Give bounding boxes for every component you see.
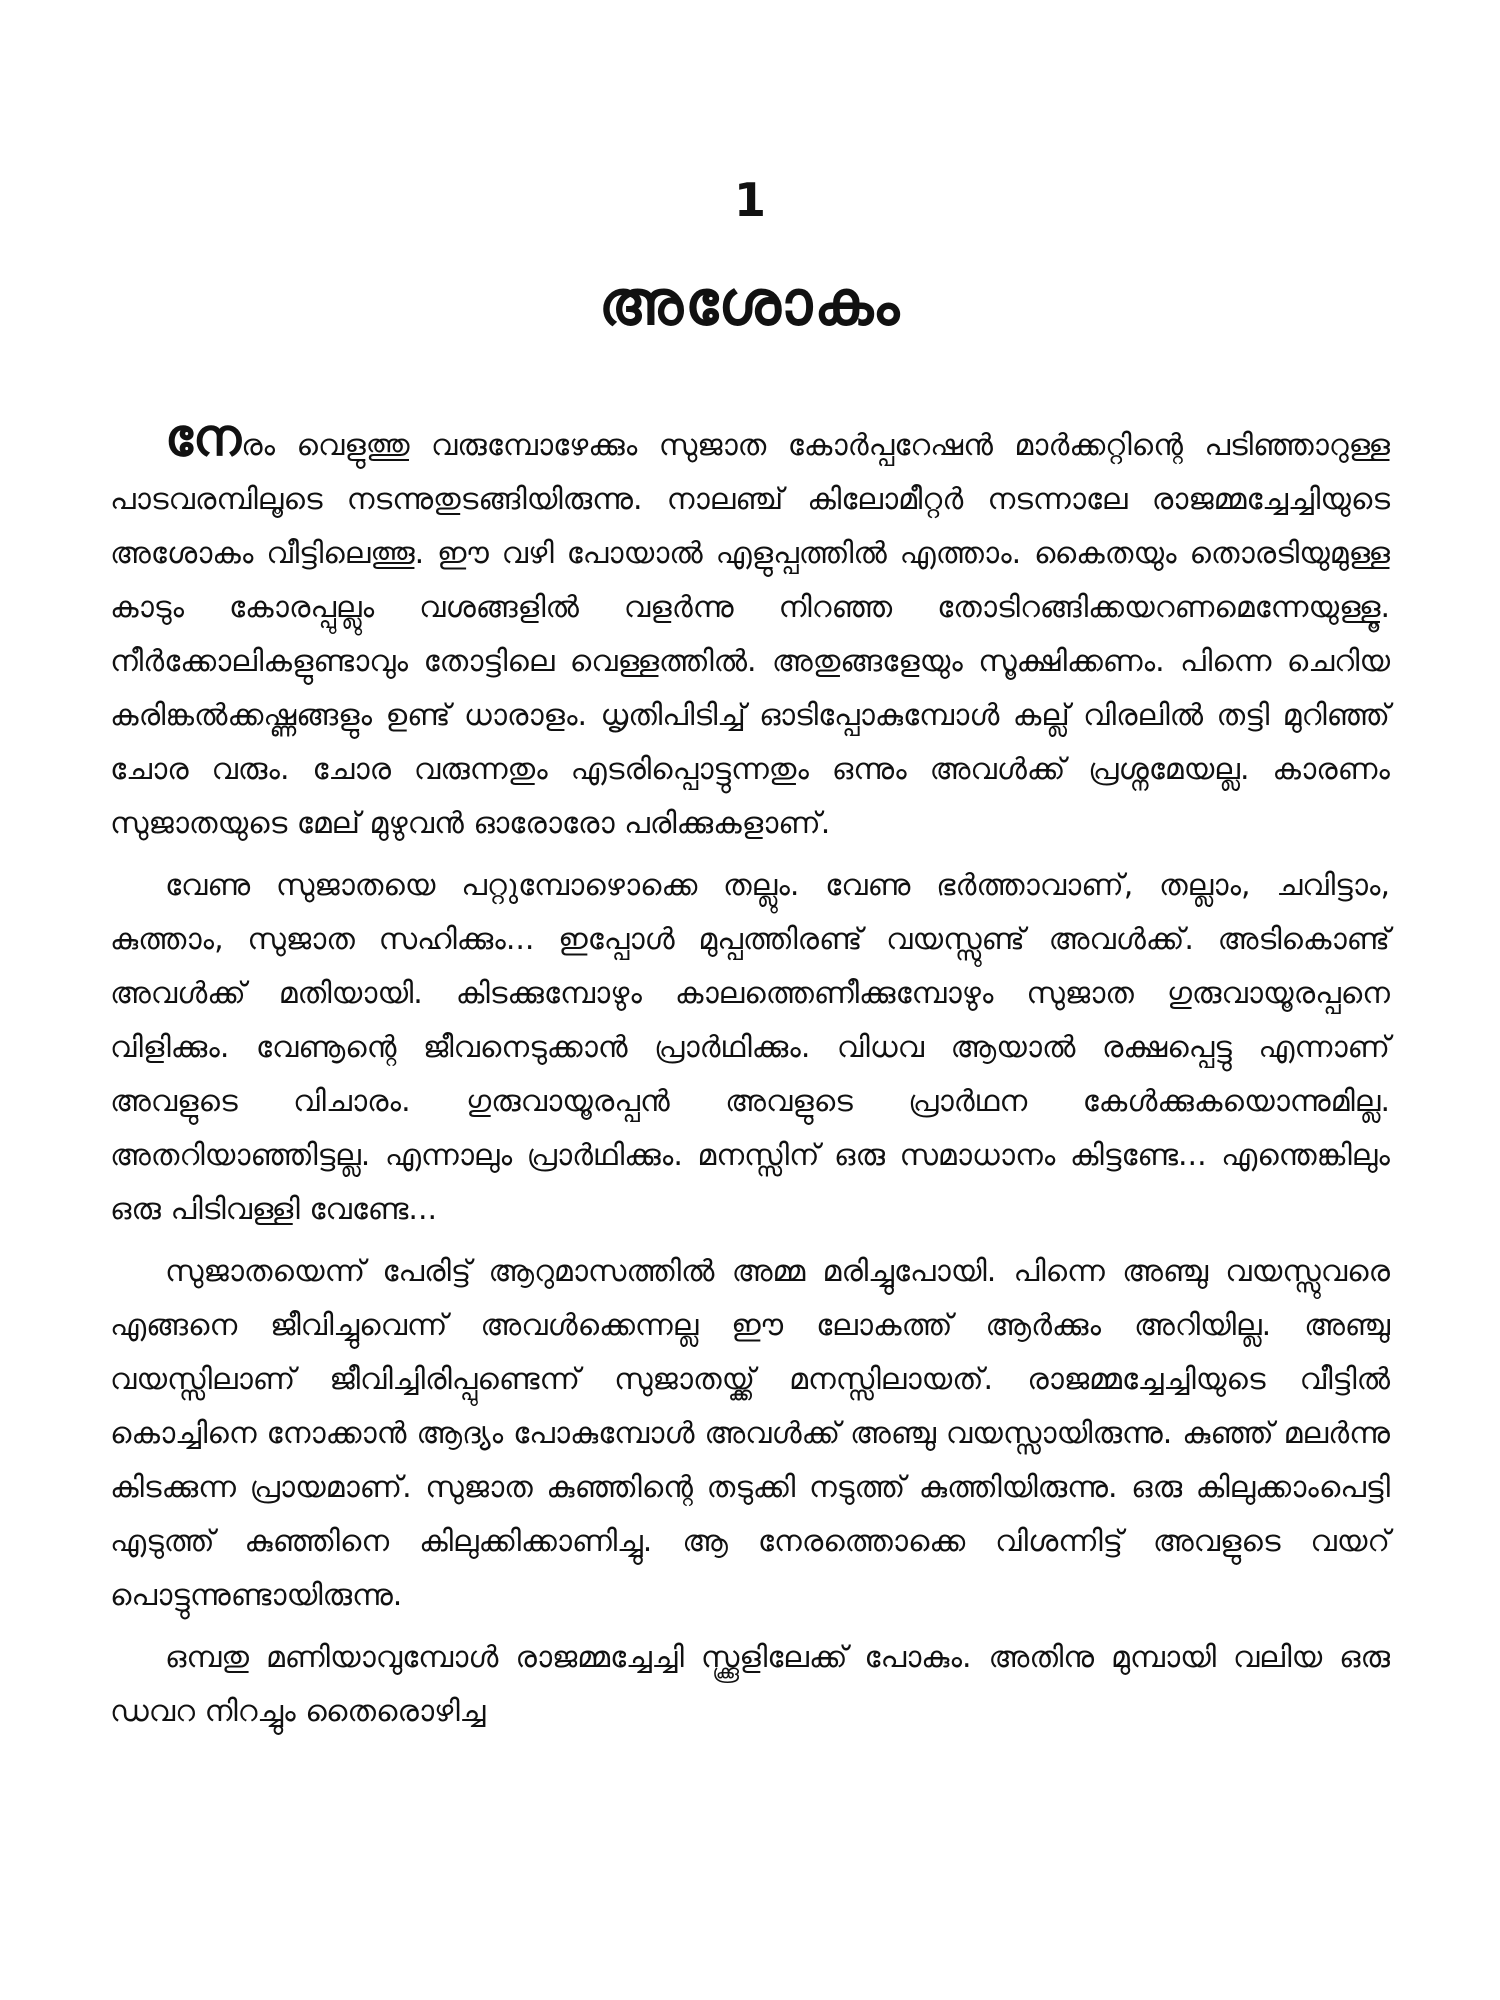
paragraph-1-text: രം വെളുത്തു വരുമ്പോഴേക്കും സുജാത കോർപ്പറേഷൻ മാർക്കറ്റിന്റെ പടിഞ്ഞാറുള്ള പാടവരമ്പിലൂടെ നടന്നുതുടങ്ങിയിരുന്നു. നാലഞ്ച് കിലോമീറ്റർ നടന്നാലേ രാജമ്മച്ചേച്ചിയുടെ അശോകം വീട്ടിലെത്തൂ. ഈ വഴി പോയാൽ എളുപ്പത്തിൽ എത്താം. കൈതയും തൊരടിയുമുള്ള കാടും കോരപ്പുല്ലും വശങ്ങളിൽ വളർന്നു നിറഞ്ഞ തോടിറങ്ങിക്കയറണമെന്നേയുള്ളൂ. നീർക്കോലികളുണ്ടാവും തോട്ടിലെ വെള്ളത്തിൽ. അതുങ്ങളേയും സൂക്ഷിക്കണം. പിന്നെ ചെറിയ കരിങ്കൽക്കഷ്ണങ്ങളും ഉണ്ട് ധാരാളം. ധൃതിപിടിച്ച് ഓടിപ്പോകുമ്പോൾ കല്ല് വിരലിൽ തട്ടി മുറിഞ്ഞ് ചോര വരും. ചോര വരുന്നതും എടരിപ്പൊട്ടുന്നതും ഒന്നും അവൾക്ക് പ്രശ്നമേയല്ല. കാരണം സുജാതയുടെ മേല് മുഴുവൻ ഓരോരോ പരിക്കുകളാണ്. bbox=[110, 428, 1390, 841]
chapter-title: അശോകം bbox=[598, 266, 902, 339]
chapter-body bbox=[110, 408, 1390, 1739]
paragraph-4: ഒമ്പതു മണിയാവുമ്പോൾ രാജമ്മച്ചേച്ചി സ്ക്കൂളിലേക്ക് പോകും. അതിനു മുമ്പായി വലിയ ഒരു ഡവറ നിറച്ചും തൈരൊഴിച്ച bbox=[110, 1640, 1390, 1729]
paragraph-2: വേണു സുജാതയെ പറ്റുമ്പോഴൊക്കെ തല്ലും. വേണു ഭർത്താവാണ്, തല്ലാം, ചവിട്ടാം, കുത്താം, സുജാത സഹിക്കും... ഇപ്പോൾ മുപ്പത്തിരണ്ട് വയസ്സുണ്ട് അവൾക്ക്. അടികൊണ്ട് അവൾക്ക് മതിയായി. കിടക്കുമ്പോഴും കാലത്തെണീക്കുമ്പോഴും സുജാത ഗുരുവായൂരപ്പനെ വിളിക്കും. വേണൂന്റെ ജീവനെടുക്കാൻ പ്രാർഥിക്കും. വിധവ ആയാൽ രക്ഷപ്പെട്ടു എന്നാണ് അവളുടെ വിചാരം. ഗുരുവായൂരപ്പൻ അവളുടെ പ്രാർഥന കേൾക്കുകയൊന്നുമില്ല. അതറിയാഞ്ഞിട്ടല്ല. എന്നാലും പ്രാർഥിക്കും. മനസ്സിന് ഒരു സമാധാനം കിട്ടണ്ടേ... എന്തെങ്കിലും ഒരു പിടിവള്ളി വേണ്ടേ... bbox=[110, 868, 1390, 1227]
paragraph-3: സുജാതയെന്ന് പേരിട്ട് ആറുമാസത്തിൽ അമ്മ മരിച്ചുപോയി. പിന്നെ അഞ്ചു വയസ്സുവരെ എങ്ങനെ ജീവിച്ചുവെന്ന് അവൾക്കെന്നല്ല ഈ ലോകത്ത് ആർക്കും അറിയില്ല. അഞ്ചു വയസ്സിലാണ് ജീവിച്ചിരിപ്പുണ്ടെന്ന് സുജാതയ്ക്ക് മനസ്സിലായത്. രാജമ്മച്ചേച്ചിയുടെ വീട്ടിൽ കൊച്ചിനെ നോക്കാൻ ആദ്യം പോകുമ്പോൾ അവൾക്ക് അഞ്ചു വയസ്സായിരുന്നു. കുഞ്ഞ് മലർന്നു കിടക്കുന്ന പ്രായമാണ്. സുജാത കുഞ്ഞിന്റെ തടുക്കി നടുത്ത് കുത്തിയിരുന്നു. ഒരു കിലുക്കാംപെട്ടി എടുത്ത് കുഞ്ഞിനെ കിലുക്കിക്കാണിച്ചു. ആ നേരത്തൊക്കെ വിശന്നിട്ട് അവളുടെ വയറ് പൊട്ടുന്നുണ്ടായിരുന്നു. bbox=[110, 1254, 1390, 1613]
drop-cap: നേ bbox=[165, 408, 242, 468]
chapter-number: 1 bbox=[733, 173, 766, 227]
paragraph-1 bbox=[110, 408, 1390, 851]
